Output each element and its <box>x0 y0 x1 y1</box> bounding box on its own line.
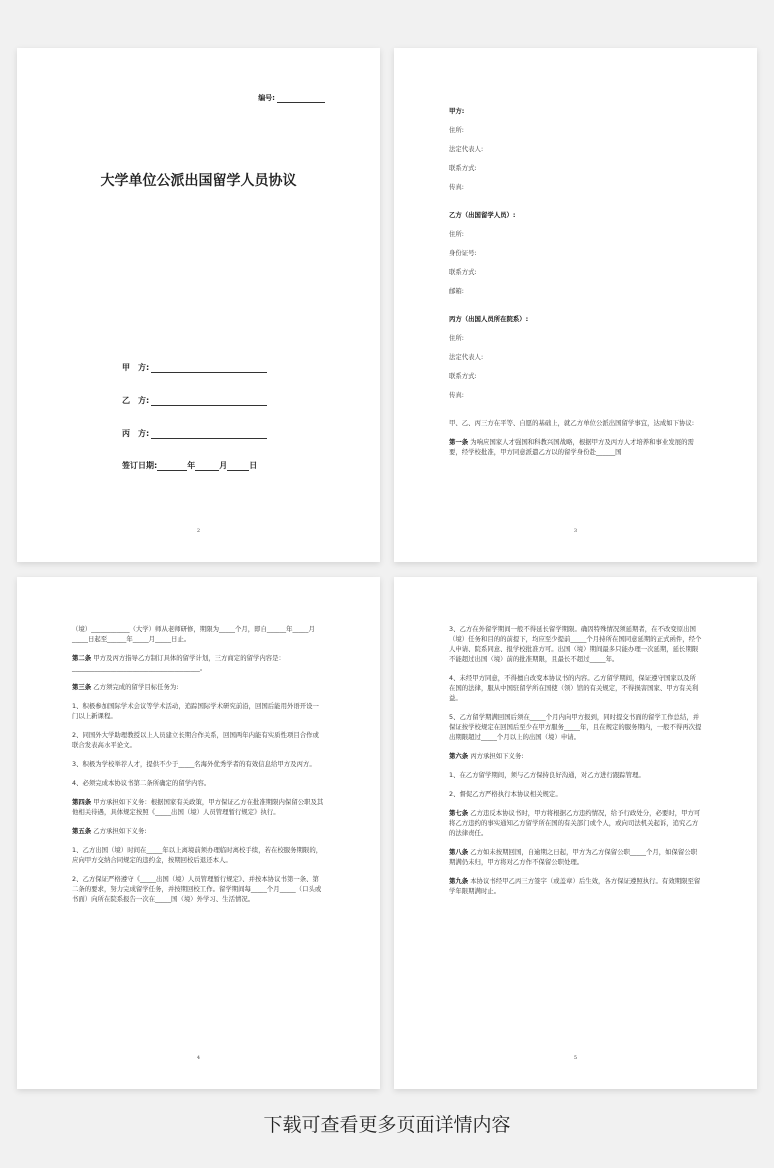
paragraph-text: 丙方承担如下义务: <box>470 752 524 760</box>
paragraph-text: 乙方违反本协议书时，甲方将根据乙方违约情况，给予行政处分，必要时，甲方可将乙方违约的事实通知乙方留学所在国的有关部门或个人，或向司法机关起诉，追究乙方的法律责任。 <box>449 809 701 837</box>
page-number: 3 <box>573 528 578 534</box>
article-1-text: 为响应国家人才强国和科教兴国战略，根据甲方及丙方人才培养和事业发展的需要，经学校批准，甲方同意派遣乙方以的留学身份赴______国 <box>449 438 694 456</box>
paragraph <box>72 759 325 769</box>
party-a-label: 甲 方: <box>122 363 150 372</box>
paragraph <box>72 826 325 836</box>
paragraph <box>72 845 325 865</box>
paragraph-text: 1、在乙方留学期间，须与乙方保持良好沟通，对乙方进行跟踪管理。 <box>449 771 645 779</box>
paragraph-text: 4、未经甲方同意，不得擅自改变本协议书的内容。乙方留学期间，保证遵守国家以及所在国的法律，服从中国驻留学所在国使（领）馆的有关规定，不得损害国家、甲方有关利益。 <box>449 674 699 702</box>
article-label: 第九条 <box>449 877 469 885</box>
paragraph-text: 本协议书经甲乙丙三方签字（或盖章）后生效，各方保证遵照执行。有效期限至留学年限期满时止。 <box>449 877 701 895</box>
agreement-title: 大学单位公派出国留学人员协议 <box>100 173 297 189</box>
party-a-line <box>151 363 267 373</box>
paragraph-text: 3、乙方在外留学期间一般不得延长留学期限。确因特殊情况须延期者，在不改变原出国（境）任务和目的的前提下，均应至少提前_____个月持所在国同意延期的正式函件，经个人申请、院系同意、报学校批准方可。出国（境）期间最多只能办理一次延期，延长期限不能超过出国（境）前的批准期限，且最长不超过_____年。 <box>449 625 702 663</box>
party-b-contact: 联系方式: <box>449 268 477 276</box>
document-page-articles-1 <box>17 577 380 1089</box>
paragraph-text: 1、乙方出国（境）时间在_____年以上离境前须办理临时离校手续，若在校服务期限的，应向甲方交纳合同规定的违约金，按期回校后退还本人。 <box>72 846 323 864</box>
paragraph-text: 甲方承担如下义务：根据国家有关政策，甲方保证乙方在批准期限内保留公职及其他相关待遇，具体规定按照《_____出国（境）人员管理暂行规定》执行。 <box>72 798 324 816</box>
paragraph-text: 2、乙方保证严格遵守《_____出国（境）人员管理暂行规定》、并按本协议书第一条、第二条的要求，努力完成留学任务，并按期回校工作。留学期间每_____个月_____（口头或书面）向所在院系报告一次在_____国（境）外学习、生活情况。 <box>72 875 322 903</box>
paragraph-text: 甲方及丙方指导乙方制订具体的留学计划，三方商定的留学内容是：________________________________________。 <box>72 654 285 672</box>
party-c-contact: 联系方式: <box>449 372 477 380</box>
party-c-fax: 传真: <box>449 391 464 399</box>
party-b-heading: 乙方（出国留学人员）: <box>449 211 516 219</box>
party-a-heading: 甲方: <box>449 107 465 115</box>
party-c-label: 丙 方: <box>122 429 150 438</box>
agreement-intro: 甲、乙、丙三方在平等、自愿的基础上，就乙方单位公派出国留学事宜，达成如下协议: <box>449 419 694 427</box>
paragraph <box>72 730 325 750</box>
party-c-line <box>151 429 267 439</box>
paragraph <box>449 876 702 896</box>
paragraph <box>449 770 702 780</box>
paragraph <box>72 701 325 721</box>
document-page-parties <box>394 48 757 562</box>
party-b-id: 身份证号: <box>449 249 477 257</box>
document-page-articles-2 <box>394 577 757 1089</box>
paragraph-text: 2、督促乙方严格执行本协议相关规定。 <box>449 790 562 798</box>
day-label: 日 <box>249 461 258 470</box>
paragraph-text: 乙方如未按期回国，自逾期之日起，甲方为乙方保留公职_____个月，如保留公职期满仍未归，甲方将对乙方作不保留公职处理。 <box>449 848 698 866</box>
paragraph <box>449 673 702 703</box>
paragraph <box>72 653 325 673</box>
paragraph <box>72 874 325 904</box>
page-number: 4 <box>196 1055 201 1061</box>
article-label: 第六条 <box>449 752 469 760</box>
paragraph-text: （境）____________（大学）师从老师研修，期限为_____个月，即自______年_____月_____日起至______年_____月_____日止。 <box>72 625 315 643</box>
sign-date-row <box>122 460 257 471</box>
document-number-line <box>277 102 325 103</box>
party-b-email: 邮箱: <box>449 287 464 295</box>
paragraph-text: 5、乙方留学期满回国后须在_____个月内向甲方报到，同时提交书面的留学工作总结，并保证按学校规定在回国后至少在甲方服务_____年，且在规定的服务期内，一般不得再次提出期限超过_____个月以上的出国（境）申请。 <box>449 713 702 741</box>
article-1 <box>449 437 702 457</box>
article-label: 第二条 <box>72 654 92 662</box>
party-a-contact: 联系方式: <box>449 164 477 172</box>
article-label: 第四条 <box>72 798 92 806</box>
article-label: 第七条 <box>449 809 469 817</box>
paragraph <box>449 624 702 664</box>
party-b-line <box>151 396 267 406</box>
party-a-fax: 传真: <box>449 183 464 191</box>
party-c-address: 住所: <box>449 334 464 342</box>
party-c-heading: 丙方（出国人员所在院系）: <box>449 315 529 323</box>
party-b-signature <box>122 395 267 406</box>
paragraph <box>449 789 702 799</box>
party-c-signature <box>122 428 267 439</box>
party-b-address: 住所: <box>449 230 464 238</box>
party-a-signature <box>122 362 267 373</box>
paragraph <box>449 808 702 838</box>
paragraph <box>449 751 702 761</box>
paragraph <box>449 712 702 742</box>
paragraph <box>72 778 325 788</box>
paragraph-text: 4、必须完成本协议书第二条所确定的留学内容。 <box>72 779 211 787</box>
paragraph <box>72 797 325 817</box>
sign-date-label: 签订日期: <box>122 461 158 470</box>
paragraph-text: 3、积极为学校举荐人才，提供不少于_____名海外优秀学者的有效信息给甲方及丙方。 <box>72 760 316 768</box>
party-c-representative: 法定代表人: <box>449 353 484 361</box>
document-number-label: 编号: <box>258 94 275 102</box>
month-line <box>195 461 219 471</box>
articles-content <box>72 624 325 913</box>
month-label: 月 <box>219 461 228 470</box>
party-a-representative: 法定代表人: <box>449 145 484 153</box>
page-number: 5 <box>573 1055 578 1061</box>
document-page-cover <box>17 48 380 562</box>
paragraph-text: 1、积极参加国际学术会议等学术活动，追踪国际学术研究前沿，回国后能用外语开设一门以上新课程。 <box>72 702 319 720</box>
parties-content <box>449 106 702 466</box>
paragraph <box>72 682 325 692</box>
paragraph <box>449 847 702 867</box>
day-line <box>227 461 249 471</box>
page-number: 2 <box>196 528 201 534</box>
paragraph-text: 2、同国外大学助理教授以上人员建立长期合作关系，回国两年内能有实质性项目合作或联合发表高水平论文。 <box>72 731 319 749</box>
document-number-field <box>258 93 325 103</box>
party-a-address: 住所: <box>449 126 464 134</box>
article-label: 第三条 <box>72 683 92 691</box>
article-1-label: 第一条 <box>449 438 469 446</box>
article-label: 第五条 <box>72 827 92 835</box>
year-line <box>157 461 187 471</box>
paragraph <box>72 624 325 644</box>
year-label: 年 <box>187 461 196 470</box>
article-label: 第八条 <box>449 848 469 856</box>
party-b-label: 乙 方: <box>122 396 150 405</box>
articles-content <box>449 624 702 905</box>
paragraph-text: 乙方须完成的留学目标任务为: <box>93 683 179 691</box>
paragraph-text: 乙方承担如下义务: <box>93 827 147 835</box>
download-caption: 下载可查看更多页面详情内容 <box>263 1114 511 1136</box>
